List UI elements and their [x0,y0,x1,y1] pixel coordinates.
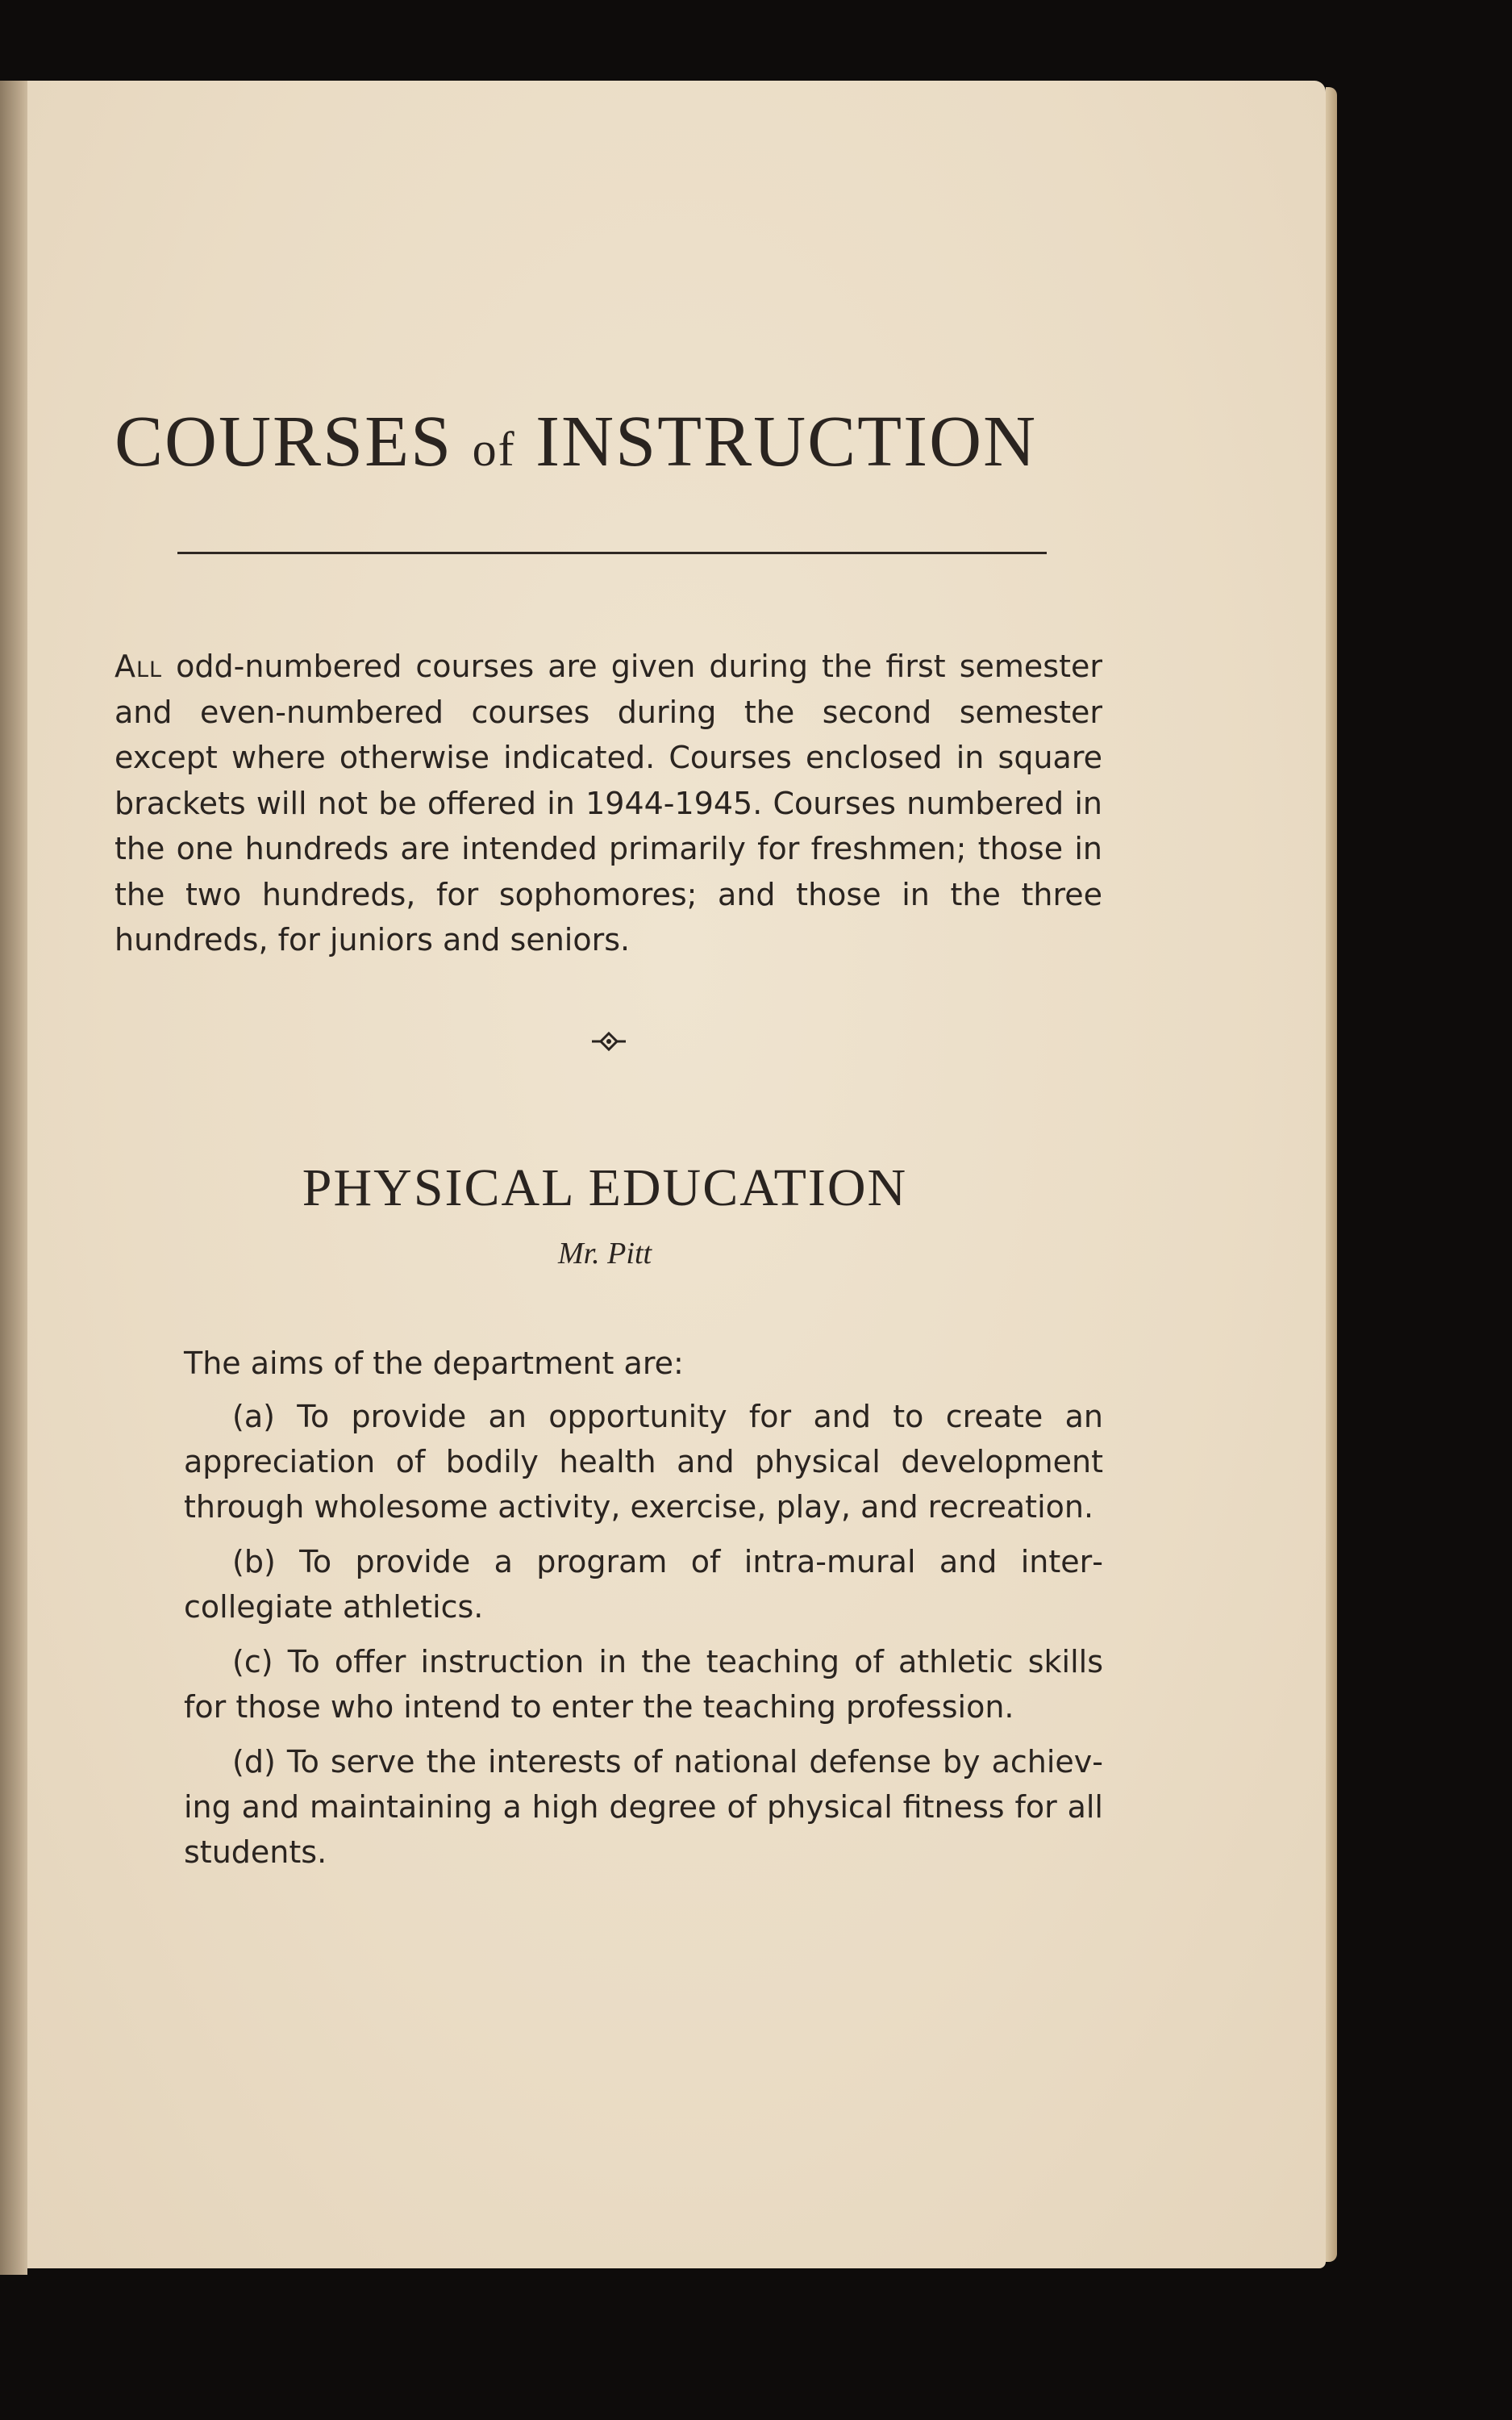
aims-heading: The aims of the department are: [184,1346,684,1381]
title-main: COURSES [115,402,453,482]
title-joiner: of [472,423,516,476]
aim-item: (a) To provide an opportunity for and to create an appreciation of bodily health and physical development through wholesome activity, exercise, play, and recreation. [184,1399,1103,1525]
department-instructor: Mr. Pitt [557,1237,652,1270]
department-title: PHYSICAL EDUCATION [302,1158,908,1217]
intro-paragraph [115,644,1102,963]
department-aims [184,1341,1103,1884]
page-title [115,394,1106,498]
aim-item: (b) To provide a program of intra-mural and intercollegiate athletics. [184,1544,1103,1625]
title-tail: INSTRUCTION [535,402,1038,482]
intro-lead-word: All [115,649,163,684]
aim-item: (c) To offer instruction in the teaching of athletic skills for those who intend to enter the teaching profession. [184,1644,1103,1725]
title-rule [177,552,1047,554]
page-fore-edge [1326,87,1337,2262]
facing-page-edge [0,81,27,2275]
aim-item: (d) To serve the interests of national defense by achieving and maintaining a high degree of physical fitness for all students. [184,1744,1103,1870]
intro-text: odd-numbered courses are given during the first semester and even-numbered courses during the second semester except where otherwise indicated. Courses enclosed in square brackets will not be offered in 1944-1945. Courses numbered in the one hundreds are intended primarily for freshmen; those in the two hundreds, for sophomores; and those in the three hundreds, for juniors and seniors. [115,649,1102,958]
diamond-fleuron-icon [590,1031,627,1052]
